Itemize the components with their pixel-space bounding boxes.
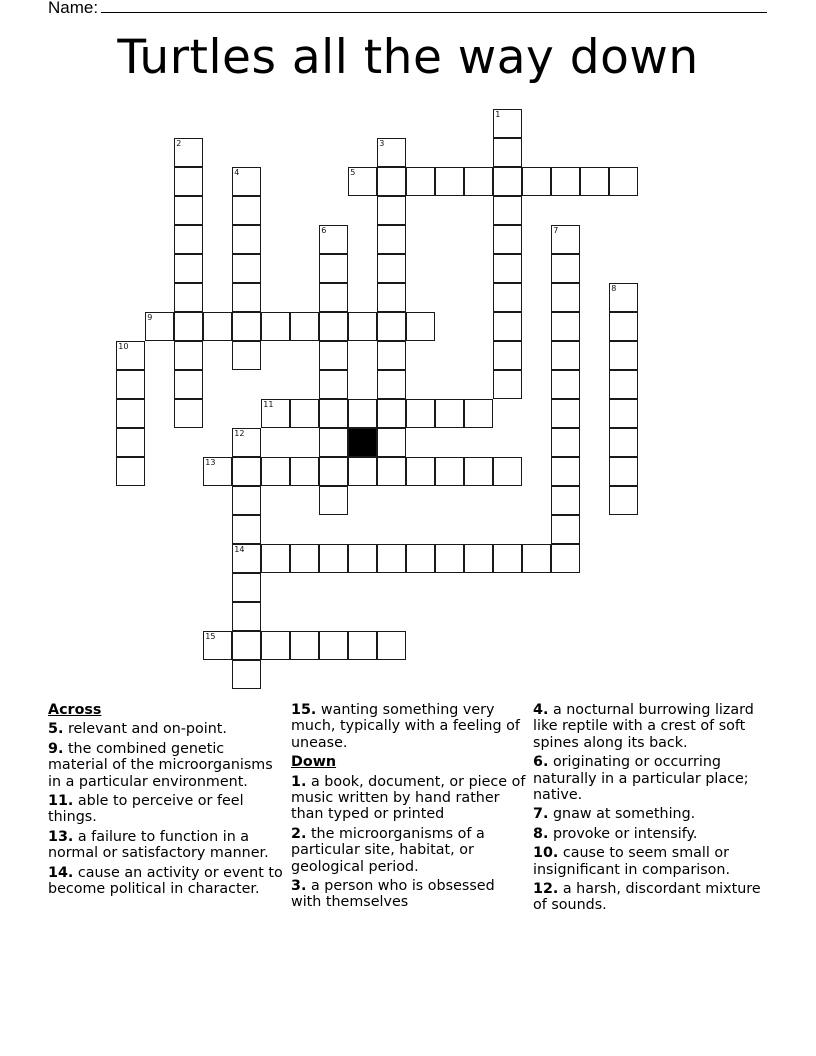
grid-cell[interactable] [174, 399, 203, 428]
black-cell [348, 428, 377, 457]
grid-cell[interactable] [261, 312, 290, 341]
grid-cell[interactable] [377, 370, 406, 399]
grid-cell[interactable] [464, 544, 493, 573]
clue-across-13 [48, 829, 283, 862]
grid-cell[interactable] [174, 167, 203, 196]
grid-cell[interactable] [232, 486, 261, 515]
grid-cell[interactable] [290, 631, 319, 660]
grid-cell[interactable] [493, 254, 522, 283]
grid-cell[interactable] [377, 312, 406, 341]
across-heading: Across [48, 702, 102, 718]
grid-cell[interactable] [319, 341, 348, 370]
grid-cell[interactable] [232, 167, 261, 196]
grid-cell[interactable] [203, 457, 232, 486]
clue-text: cause to seem small or insignificant in comparison. [533, 845, 731, 878]
clue-number: 4. [533, 702, 549, 718]
clue-down-4 [533, 702, 773, 751]
grid-cell[interactable] [145, 312, 174, 341]
grid-cell[interactable] [232, 660, 261, 689]
clues-column-2 [291, 701, 527, 911]
clue-text: the microorganisms of a particular site, habitat, or geological period. [291, 825, 485, 875]
clue-text: a nocturnal burrowing lizard like reptile with a crest of soft spines along its back. [533, 702, 754, 751]
grid-cell[interactable] [116, 399, 145, 428]
grid-cell[interactable] [377, 196, 406, 225]
clue-number: 12. [533, 881, 559, 898]
grid-cell[interactable] [377, 341, 406, 370]
grid-cell[interactable] [551, 370, 580, 399]
grid-cell[interactable] [377, 457, 406, 486]
grid-cell[interactable] [232, 631, 261, 660]
grid-cell[interactable] [319, 370, 348, 399]
clue-text: the combined genetic material of the microorganisms in a particular environment. [48, 740, 273, 790]
grid-cell[interactable] [377, 225, 406, 254]
grid-cell[interactable] [232, 341, 261, 370]
clue-number-label: 4 [234, 168, 240, 178]
clue-down-7 [533, 806, 773, 822]
clue-number-label: 13 [205, 458, 216, 468]
grid-cell[interactable] [319, 283, 348, 312]
grid-cell[interactable] [377, 399, 406, 428]
grid-cell[interactable] [348, 167, 377, 196]
down-heading: Down [291, 754, 337, 771]
clue-number: 8. [533, 825, 549, 842]
clue-number-label: 2 [176, 139, 182, 149]
grid-cell[interactable] [609, 428, 638, 457]
clue-text: able to perceive or feel things. [48, 793, 244, 826]
grid-cell[interactable] [232, 428, 261, 457]
grid-cell[interactable] [348, 457, 377, 486]
clue-down-8 [533, 826, 773, 842]
grid-cell[interactable] [609, 283, 638, 312]
clue-across-11 [48, 793, 283, 826]
grid-cell[interactable] [232, 457, 261, 486]
grid-cell[interactable] [232, 573, 261, 602]
grid-cell[interactable] [232, 312, 261, 341]
clue-number-label: 5 [350, 168, 356, 178]
grid-cell[interactable] [522, 544, 551, 573]
grid-cell[interactable] [406, 167, 435, 196]
grid-cell[interactable] [348, 544, 377, 573]
grid-cell[interactable] [551, 254, 580, 283]
grid-cell[interactable] [464, 457, 493, 486]
clue-number-label: 11 [263, 400, 274, 410]
grid-cell[interactable] [348, 631, 377, 660]
clue-text: provoke or intensify. [552, 825, 698, 842]
clue-text: a harsh, discordant mixture of sounds. [533, 881, 761, 914]
clue-number-label: 9 [147, 313, 153, 323]
grid-cell[interactable] [551, 486, 580, 515]
grid-cell[interactable] [377, 428, 406, 457]
grid-cell[interactable] [203, 631, 232, 660]
grid-cell[interactable] [435, 457, 464, 486]
grid-cell[interactable] [493, 283, 522, 312]
clue-number-label: 15 [205, 632, 216, 642]
grid-cell[interactable] [406, 457, 435, 486]
grid-cell[interactable] [261, 457, 290, 486]
grid-cell[interactable] [290, 312, 319, 341]
grid-cell[interactable] [609, 399, 638, 428]
grid-cell[interactable] [551, 544, 580, 573]
clue-down-2 [291, 826, 527, 875]
clue-text: originating or occurring naturally in a particular place; native. [533, 754, 749, 804]
grid-cell[interactable] [609, 457, 638, 486]
grid-cell[interactable] [406, 399, 435, 428]
grid-cell[interactable] [406, 544, 435, 573]
grid-cell[interactable] [319, 457, 348, 486]
grid-cell[interactable] [319, 428, 348, 457]
grid-cell[interactable] [522, 167, 551, 196]
grid-cell[interactable] [290, 544, 319, 573]
clue-down-1 [291, 774, 527, 823]
grid-cell[interactable] [319, 254, 348, 283]
clue-number-label: 3 [379, 139, 385, 149]
grid-cell[interactable] [290, 399, 319, 428]
grid-cell[interactable] [319, 399, 348, 428]
clue-number-label: 7 [553, 226, 559, 236]
clue-number: 11. [48, 793, 74, 810]
clue-text: relevant and on-point. [67, 721, 227, 738]
grid-cell[interactable] [174, 138, 203, 167]
grid-cell[interactable] [232, 283, 261, 312]
clue-number-label: 6 [321, 226, 327, 236]
grid-cell[interactable] [551, 283, 580, 312]
grid-cell[interactable] [348, 399, 377, 428]
clue-number: 1. [291, 773, 307, 790]
clue-number: 7. [533, 806, 549, 823]
grid-cell[interactable] [377, 544, 406, 573]
grid-cell[interactable] [551, 225, 580, 254]
clue-down-6 [533, 754, 773, 803]
grid-cell[interactable] [319, 312, 348, 341]
clue-down-3 [291, 878, 527, 911]
grid-cell[interactable] [203, 312, 232, 341]
clue-number: 10. [533, 845, 559, 862]
clue-number-label: 14 [234, 545, 245, 555]
grid-cell[interactable] [348, 312, 377, 341]
grid-cell[interactable] [377, 254, 406, 283]
grid-cell[interactable] [232, 544, 261, 573]
grid-cell[interactable] [493, 457, 522, 486]
clue-number-label: 12 [234, 429, 245, 439]
grid-cell[interactable] [435, 167, 464, 196]
grid-cell[interactable] [319, 486, 348, 515]
grid-cell[interactable] [174, 312, 203, 341]
clue-number: 15. [291, 702, 317, 718]
grid-cell[interactable] [377, 283, 406, 312]
grid-cell[interactable] [232, 515, 261, 544]
grid-cell[interactable] [116, 341, 145, 370]
clue-across-9 [48, 741, 283, 790]
grid-cell[interactable] [174, 283, 203, 312]
grid-cell[interactable] [319, 631, 348, 660]
grid-cell[interactable] [261, 399, 290, 428]
clue-text: cause an activity or event to become political in character. [48, 864, 283, 898]
grid-cell[interactable] [493, 341, 522, 370]
clue-across-14 [48, 865, 283, 898]
clue-number: 2. [291, 825, 307, 842]
clue-number-label: 1 [495, 110, 501, 120]
grid-cell[interactable] [493, 167, 522, 196]
grid-cell[interactable] [609, 167, 638, 196]
clue-text: wanting something very much, typically with a feeling of unease. [291, 702, 520, 751]
grid-cell[interactable] [493, 109, 522, 138]
grid-cell[interactable] [551, 399, 580, 428]
grid-cell[interactable] [551, 428, 580, 457]
clue-number: 14. [48, 864, 74, 881]
grid-cell[interactable] [464, 399, 493, 428]
grid-cell[interactable] [261, 544, 290, 573]
grid-cell[interactable] [493, 312, 522, 341]
grid-cell[interactable] [232, 225, 261, 254]
grid-cell[interactable] [609, 341, 638, 370]
grid-cell[interactable] [174, 225, 203, 254]
grid-cell[interactable] [551, 167, 580, 196]
grid-cell[interactable] [551, 312, 580, 341]
clue-text: a failure to function in a normal or satisfactory manner. [48, 828, 269, 862]
grid-cell[interactable] [464, 167, 493, 196]
grid-cell[interactable] [609, 370, 638, 399]
grid-cell[interactable] [116, 457, 145, 486]
grid-cell[interactable] [290, 457, 319, 486]
clue-text: gnaw at something. [552, 806, 696, 823]
clue-number-label: 8 [611, 284, 617, 294]
grid-cell[interactable] [232, 196, 261, 225]
grid-cell[interactable] [435, 399, 464, 428]
clue-number: 9. [48, 740, 64, 757]
grid-cell[interactable] [493, 196, 522, 225]
clue-number: 13. [48, 828, 74, 845]
grid-cell[interactable] [580, 167, 609, 196]
clue-number: 5. [48, 721, 64, 738]
name-label: Name: [48, 0, 99, 17]
clue-down-10 [533, 845, 773, 878]
clue-number: 3. [291, 878, 307, 895]
grid-cell[interactable] [493, 544, 522, 573]
grid-cell[interactable] [116, 428, 145, 457]
grid-cell[interactable] [174, 341, 203, 370]
grid-cell[interactable] [493, 370, 522, 399]
clue-across-5 [48, 721, 283, 737]
puzzle-title: Turtles all the way down [117, 30, 699, 85]
grid-cell[interactable] [551, 457, 580, 486]
grid-cell[interactable] [609, 312, 638, 341]
grid-cell[interactable] [319, 544, 348, 573]
grid-cell[interactable] [551, 515, 580, 544]
clue-number: 6. [533, 754, 549, 771]
clue-text: a book, document, or piece of music written by hand rather than typed or printed [291, 773, 526, 823]
grid-cell[interactable] [493, 225, 522, 254]
clue-text: a person who is obsessed with themselves [291, 878, 495, 911]
grid-cell[interactable] [232, 254, 261, 283]
grid-cell[interactable] [493, 138, 522, 167]
grid-cell[interactable] [377, 138, 406, 167]
grid-cell[interactable] [435, 544, 464, 573]
grid-cell[interactable] [377, 167, 406, 196]
grid-cell[interactable] [319, 225, 348, 254]
grid-cell[interactable] [174, 254, 203, 283]
clues-column-3 [533, 701, 773, 914]
grid-cell[interactable] [116, 370, 145, 399]
grid-cell[interactable] [174, 196, 203, 225]
clue-across-15 [291, 702, 527, 751]
grid-cell[interactable] [551, 341, 580, 370]
clues-column-1 [48, 701, 283, 897]
grid-cell[interactable] [232, 602, 261, 631]
grid-cell[interactable] [174, 370, 203, 399]
grid-cell[interactable] [406, 312, 435, 341]
grid-cell[interactable] [261, 631, 290, 660]
clue-number-label: 10 [118, 342, 129, 352]
clue-down-12 [533, 881, 773, 914]
grid-cell[interactable] [609, 486, 638, 515]
grid-cell[interactable] [377, 631, 406, 660]
